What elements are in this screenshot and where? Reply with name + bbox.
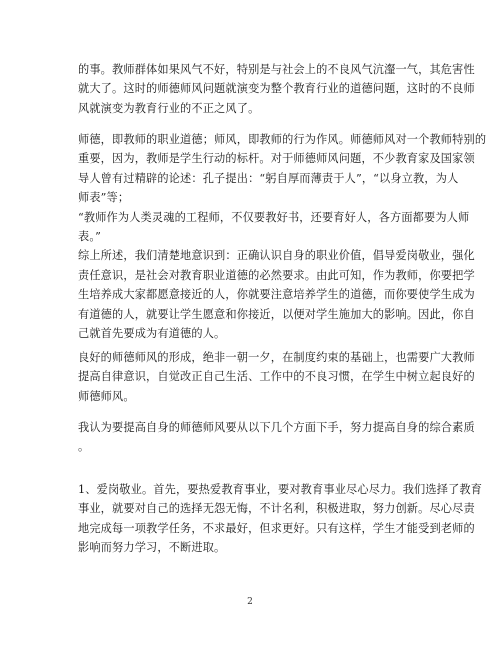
- paragraph-5: [78, 480, 483, 558]
- text-line: 1、爱岗敬业。首先，要热爱教育事业，要对教育事业尽心尽力。我们选择了教育: [78, 483, 483, 496]
- text-line: 师德师风。: [78, 389, 135, 403]
- text-line: 事业，就要对自己的选择无怨无悔，不计名利，积极进取，努力创新。尽心尽责: [78, 502, 475, 516]
- text-line: 就大了。这时的师德师风问题就演变为整个教育行业的道德问题，这时的不良师: [78, 82, 475, 96]
- text-line: 地完成每一项教学任务，不求最好，但求更好。只有这样，学生才能受到老师的: [78, 521, 475, 535]
- text-line: “教师作为人类灵魂的工程师，不仅要教好书，还要育好人，各方面都要为人师: [78, 210, 470, 224]
- text-line: 有道德的人，就要让学生愿意和你接近，以便对学生施加大的影响。因此，你自: [78, 307, 475, 321]
- paragraph-4: [78, 418, 475, 457]
- text-line: 责任意识，是社会对教育职业道德的必然要求。由此可知，作为教师，你要把学: [78, 268, 475, 282]
- text-line: 己就首先要成为有道德的人。: [78, 327, 226, 341]
- text-line: 导人曾有过精辟的论述：孔子提出：“躬自厚而薄责于人”，“以身立教，为人: [78, 171, 459, 185]
- paragraph-2: [78, 130, 487, 343]
- text-line: 提高自律意识，自觉改正自己生活、工作中的不良习惯，在学生中树立起良好的: [78, 370, 475, 384]
- paragraph-1: [78, 60, 475, 118]
- text-line: 师德，即教师的职业道德；师风，即教师的行为作风。师德师风对一个教师特别的: [78, 133, 487, 146]
- text-line: 综上所述，我们清楚地意识到：正确认识自身的职业价值，倡导爱岗敬业，强化: [78, 249, 475, 263]
- page-number: 2: [247, 597, 253, 607]
- text-line: 师表”等；: [78, 191, 130, 205]
- paragraph-3: [78, 348, 475, 406]
- text-line: 良好的师德师风的形成，绝非一朝一夕，在制度约束的基础上，也需要广大教师: [78, 351, 475, 364]
- text-line: 重要，因为，教师是学生行动的标杆。对于师德师风问题，不少教育家及国家领: [78, 152, 475, 166]
- text-line: 影响而努力学习，不断进取。: [78, 541, 226, 555]
- text-line: 我认为要提高自身的师德师风要从以下几个方面下手，努力提高自身的综合素质: [78, 421, 475, 434]
- text-line: 。: [78, 440, 90, 454]
- text-line: 表。”: [78, 230, 101, 244]
- text-line: 的事。教师群体如果风气不好，特别是与社会上的不良风气沆瀣一气，其危害性: [78, 63, 475, 76]
- text-line: 风就演变为教育行业的不正之风了。: [78, 101, 260, 115]
- text-line: 生培养成大家都愿意接近的人，你就要注意培养学生的道德，而你要使学生成为: [78, 288, 475, 302]
